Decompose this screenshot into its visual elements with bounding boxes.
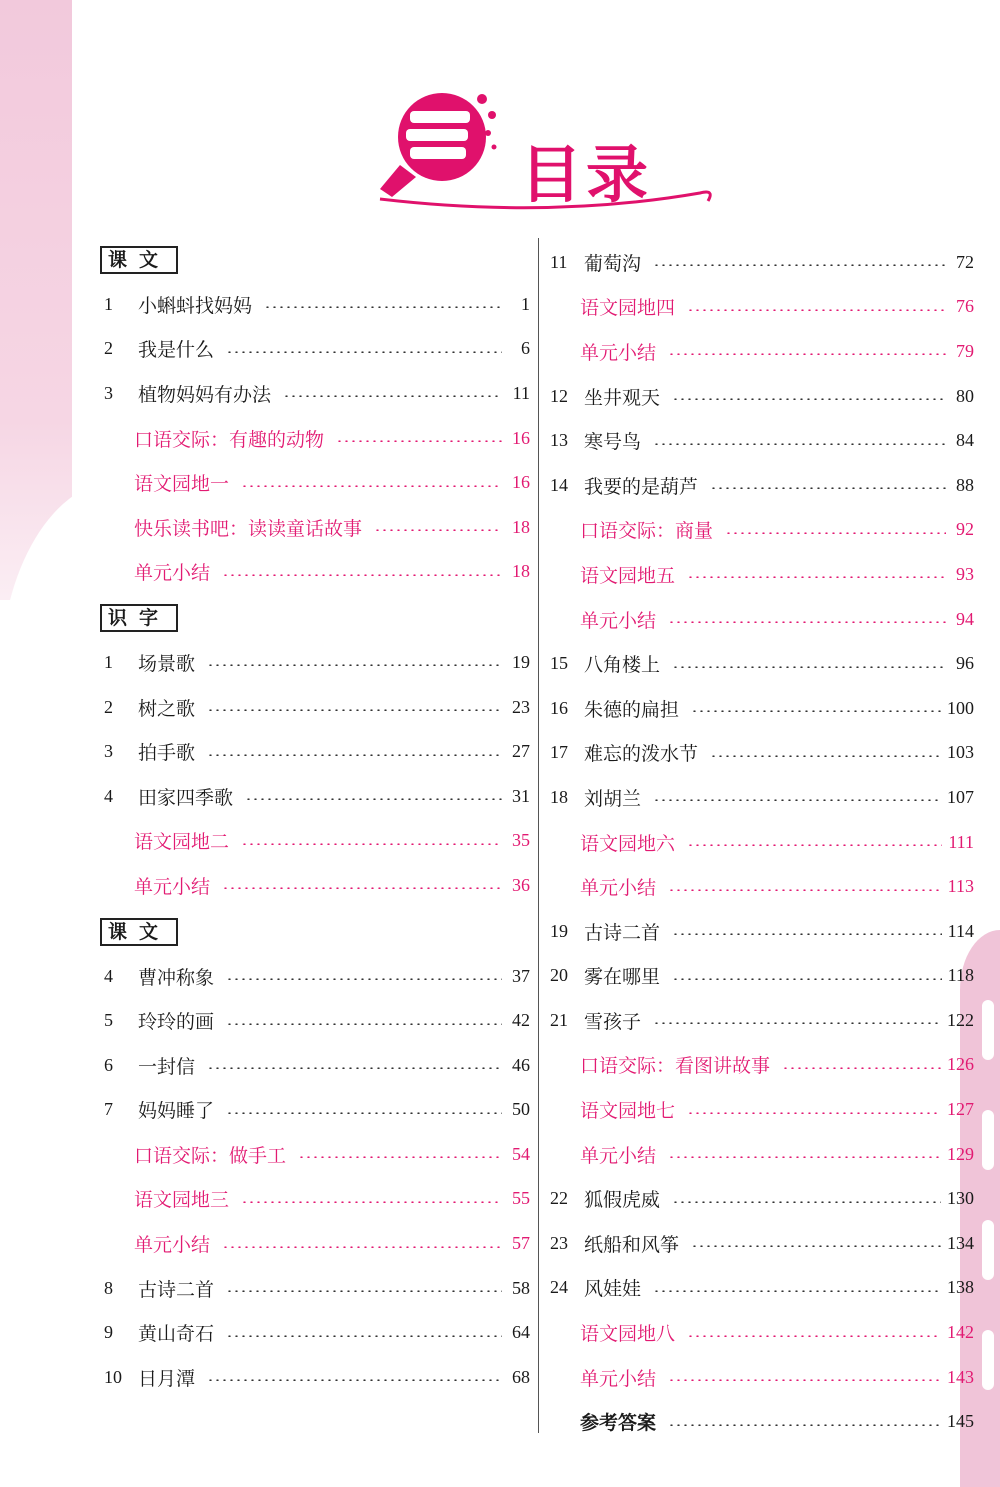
entry-title: 朱德的扁担 <box>584 698 680 721</box>
dot-leader <box>668 1379 941 1381</box>
entry-title: 单元小结 <box>580 1367 657 1390</box>
column-divider <box>538 238 539 1433</box>
entry-title: 葡萄沟 <box>584 252 642 275</box>
entry-page-number: 18 <box>512 516 530 537</box>
toc-entry <box>546 374 974 419</box>
entry-title: 语文园地一 <box>134 473 230 496</box>
entry-number: 22 <box>550 1188 568 1209</box>
entry-number: 4 <box>104 965 113 986</box>
toc-entry <box>546 285 974 330</box>
entry-page-number: 84 <box>956 430 974 451</box>
dot-leader <box>710 755 941 757</box>
entry-title: 单元小结 <box>134 875 211 898</box>
entry-number: 21 <box>550 1009 568 1030</box>
toc-entry <box>100 998 530 1043</box>
entry-number: 1 <box>104 293 113 314</box>
dot-leader <box>241 843 502 845</box>
dot-leader <box>672 978 942 980</box>
toc-entry <box>100 685 530 730</box>
entry-title: 单元小结 <box>134 562 211 585</box>
toc-entry <box>546 1132 974 1177</box>
toc-entry <box>100 1132 530 1177</box>
dot-leader <box>725 532 946 534</box>
toc-entry <box>100 819 530 864</box>
entry-title: 坐井观天 <box>584 386 661 409</box>
dot-leader <box>226 1335 502 1337</box>
toc-entry <box>100 1221 530 1266</box>
entry-page-number: 134 <box>947 1232 974 1253</box>
section-label: 课文 <box>100 246 178 274</box>
dot-leader <box>207 1379 502 1381</box>
entry-title: 狐假虎威 <box>584 1189 661 1212</box>
entry-title: 日月潭 <box>138 1367 196 1390</box>
entry-page-number: 16 <box>512 472 530 493</box>
entry-number: 9 <box>104 1322 113 1343</box>
entry-page-number: 68 <box>512 1366 530 1387</box>
dot-leader <box>226 351 502 353</box>
section-heading <box>100 596 530 640</box>
toc-entry <box>100 863 530 908</box>
entry-title: 语文园地二 <box>134 831 230 854</box>
entry-number: 3 <box>104 382 113 403</box>
toc-entry <box>546 686 974 731</box>
section-label: 课文 <box>100 918 178 946</box>
entry-title: 语文园地八 <box>580 1323 676 1346</box>
entry-title: 单元小结 <box>580 1144 657 1167</box>
entry-page-number: 127 <box>947 1099 974 1120</box>
dot-leader <box>226 978 502 980</box>
dot-leader <box>241 1201 502 1203</box>
entry-page-number: 72 <box>956 251 974 272</box>
entry-number: 10 <box>104 1366 122 1387</box>
dot-leader <box>668 621 946 623</box>
dot-leader <box>653 443 946 445</box>
entry-number: 4 <box>104 785 113 806</box>
entry-page-number: 46 <box>512 1054 530 1075</box>
dot-leader <box>687 1335 941 1337</box>
entry-page-number: 129 <box>947 1143 974 1164</box>
entry-title: 一封信 <box>138 1055 196 1078</box>
entry-page-number: 36 <box>512 874 530 895</box>
toc-entry <box>546 820 974 865</box>
toc-entry <box>546 731 974 776</box>
toc-entry <box>100 1355 530 1400</box>
entry-title: 纸船和风筝 <box>584 1233 680 1256</box>
dot-leader <box>782 1067 941 1069</box>
toc-entry <box>100 1088 530 1133</box>
dot-leader <box>672 398 946 400</box>
entry-title: 雾在哪里 <box>584 966 661 989</box>
toc-entry <box>100 1266 530 1311</box>
dot-leader <box>668 1156 941 1158</box>
entry-title: 八角楼上 <box>584 654 661 677</box>
entry-page-number: 31 <box>512 785 530 806</box>
entry-title: 参考答案 <box>580 1412 657 1435</box>
entry-title: 口语交际：商量 <box>580 520 714 543</box>
section-heading <box>100 238 530 282</box>
toc-entry <box>100 1310 530 1355</box>
toc-entry <box>100 371 530 416</box>
toc-entry <box>546 998 974 1043</box>
toc-entry <box>100 550 530 595</box>
dot-leader <box>691 710 941 712</box>
toc-left-column <box>100 238 530 1400</box>
dot-leader <box>222 574 502 576</box>
dot-leader <box>687 844 942 846</box>
dot-leader <box>222 1246 502 1248</box>
entry-number: 8 <box>104 1277 113 1298</box>
toc-entry <box>100 640 530 685</box>
entry-title: 快乐读书吧：读读童话故事 <box>134 517 363 540</box>
entry-page-number: 88 <box>956 474 974 495</box>
entry-title: 我是什么 <box>138 339 215 362</box>
entry-title: 小蝌蚪找妈妈 <box>138 294 253 317</box>
toc-entry <box>546 1087 974 1132</box>
toc-entry <box>546 1399 974 1444</box>
toc-entry <box>546 418 974 463</box>
entry-number: 19 <box>550 920 568 941</box>
entry-number: 5 <box>104 1010 113 1031</box>
toc-entry <box>546 775 974 820</box>
entry-number: 1 <box>104 651 113 672</box>
toc-entry <box>100 460 530 505</box>
dot-leader <box>264 306 502 308</box>
dot-leader <box>672 666 946 668</box>
entry-page-number: 58 <box>512 1277 530 1298</box>
entry-title: 语文园地五 <box>580 564 676 587</box>
entry-title: 植物妈妈有办法 <box>138 383 272 406</box>
dot-leader <box>653 1022 941 1024</box>
toc-entry <box>100 327 530 372</box>
toc-entry <box>546 597 974 642</box>
toc-entry <box>100 505 530 550</box>
dot-leader <box>226 1290 502 1292</box>
entry-title: 难忘的泼水节 <box>584 743 699 766</box>
entry-page-number: 103 <box>947 742 974 763</box>
entry-title: 玲玲的画 <box>138 1011 215 1034</box>
toc-entry <box>546 240 974 285</box>
entry-title: 风娃娃 <box>584 1278 642 1301</box>
entry-number: 23 <box>550 1232 568 1253</box>
entry-page-number: 18 <box>512 561 530 582</box>
toc-entry <box>100 1177 530 1222</box>
entry-page-number: 50 <box>512 1099 530 1120</box>
toc-entry <box>546 864 974 909</box>
toc-entry <box>546 463 974 508</box>
dot-leader <box>207 709 502 711</box>
entry-page-number: 23 <box>512 696 530 717</box>
dot-leader <box>710 487 946 489</box>
toc-entry <box>546 1310 974 1355</box>
entry-page-number: 100 <box>947 697 974 718</box>
toc-entry <box>546 954 974 999</box>
entry-page-number: 93 <box>956 563 974 584</box>
entry-title: 我要的是葫芦 <box>584 475 699 498</box>
entry-number: 7 <box>104 1099 113 1120</box>
entry-title: 口语交际：做手工 <box>134 1144 287 1167</box>
entry-page-number: 143 <box>947 1366 974 1387</box>
dot-leader <box>374 529 502 531</box>
section-heading <box>100 910 530 954</box>
entry-page-number: 138 <box>947 1277 974 1298</box>
toc-entry <box>546 1176 974 1221</box>
entry-number: 20 <box>550 965 568 986</box>
entry-page-number: 35 <box>512 830 530 851</box>
entry-number: 2 <box>104 338 113 359</box>
entry-page-number: 42 <box>512 1010 530 1031</box>
entry-number: 18 <box>550 786 568 807</box>
dot-leader <box>691 1245 941 1247</box>
entry-title: 寒号鸟 <box>584 431 642 454</box>
entry-page-number: 57 <box>512 1233 530 1254</box>
entry-page-number: 142 <box>947 1322 974 1343</box>
entry-page-number: 122 <box>947 1009 974 1030</box>
entry-page-number: 1 <box>521 293 530 314</box>
dot-leader <box>283 395 502 397</box>
toc-entry <box>100 954 530 999</box>
entry-title: 妈妈睡了 <box>138 1100 215 1123</box>
toc-entry <box>546 1043 974 1088</box>
dot-leader <box>222 887 502 889</box>
entry-page-number: 118 <box>947 965 974 986</box>
entry-page-number: 114 <box>947 920 974 941</box>
entry-page-number: 27 <box>512 741 530 762</box>
entry-title: 语文园地六 <box>580 832 676 855</box>
entry-title: 单元小结 <box>580 877 657 900</box>
entry-title: 树之歌 <box>138 697 196 720</box>
toc-entry <box>100 416 530 461</box>
toc-header <box>370 85 730 215</box>
dot-leader <box>241 485 502 487</box>
entry-number: 6 <box>104 1054 113 1075</box>
dot-leader <box>207 754 502 756</box>
toc-entry <box>546 329 974 374</box>
dot-leader <box>668 353 946 355</box>
entry-page-number: 145 <box>947 1411 974 1432</box>
toc-entry <box>100 774 530 819</box>
entry-title: 古诗二首 <box>584 921 661 944</box>
dot-leader <box>672 933 942 935</box>
toc-right-column <box>546 240 974 1444</box>
dot-leader <box>687 1112 941 1114</box>
entry-page-number: 19 <box>512 651 530 672</box>
entry-title: 场景歌 <box>138 652 196 675</box>
dot-leader <box>245 798 502 800</box>
toc-entry <box>546 1266 974 1311</box>
entry-number: 16 <box>550 697 568 718</box>
entry-page-number: 55 <box>512 1188 530 1209</box>
entry-page-number: 94 <box>956 608 974 629</box>
toc-entry <box>546 641 974 686</box>
entry-number: 13 <box>550 430 568 451</box>
entry-title: 田家四季歌 <box>138 786 234 809</box>
entry-number: 17 <box>550 742 568 763</box>
toc-entry <box>546 1355 974 1400</box>
entry-page-number: 130 <box>947 1188 974 1209</box>
dot-leader <box>226 1023 502 1025</box>
entry-page-number: 80 <box>956 385 974 406</box>
dot-leader <box>672 1201 941 1203</box>
dot-leader <box>687 576 946 578</box>
entry-title: 口语交际：有趣的动物 <box>134 428 325 451</box>
entry-page-number: 79 <box>956 340 974 361</box>
entry-page-number: 111 <box>948 831 974 852</box>
entry-number: 12 <box>550 385 568 406</box>
dot-leader <box>653 264 946 266</box>
entry-number: 3 <box>104 741 113 762</box>
entry-page-number: 54 <box>512 1143 530 1164</box>
dot-leader <box>668 1424 941 1426</box>
entry-title: 黄山奇石 <box>138 1323 215 1346</box>
dot-leader <box>687 309 946 311</box>
entry-page-number: 16 <box>512 427 530 448</box>
entry-title: 古诗二首 <box>138 1278 215 1301</box>
toc-entry <box>546 552 974 597</box>
entry-title: 曹冲称象 <box>138 966 215 989</box>
entry-title: 语文园地四 <box>580 297 676 320</box>
toc-entry <box>546 508 974 553</box>
entry-page-number: 6 <box>521 338 530 359</box>
toc-entry <box>546 909 974 954</box>
toc-entry <box>100 1043 530 1088</box>
entry-page-number: 76 <box>956 296 974 317</box>
entry-title: 语文园地三 <box>134 1189 230 1212</box>
entry-number: 2 <box>104 696 113 717</box>
dot-leader <box>336 440 502 442</box>
entry-number: 15 <box>550 653 568 674</box>
dot-leader <box>207 1067 502 1069</box>
dot-leader <box>653 1290 941 1292</box>
dot-leader <box>298 1156 502 1158</box>
entry-page-number: 126 <box>947 1054 974 1075</box>
entry-number: 14 <box>550 474 568 495</box>
entry-number: 11 <box>550 251 568 272</box>
entry-page-number: 96 <box>956 653 974 674</box>
entry-title: 雪孩子 <box>584 1010 642 1033</box>
entry-title: 拍手歌 <box>138 742 196 765</box>
section-label: 识字 <box>100 604 178 632</box>
toc-entry <box>100 729 530 774</box>
entry-page-number: 107 <box>947 786 974 807</box>
entry-page-number: 92 <box>956 519 974 540</box>
entry-title: 单元小结 <box>580 341 657 364</box>
entry-page-number: 113 <box>947 876 974 897</box>
entry-page-number: 64 <box>512 1322 530 1343</box>
entry-title: 单元小结 <box>134 1234 211 1257</box>
entry-title: 刘胡兰 <box>584 787 642 810</box>
title-swoosh <box>370 185 730 215</box>
dot-leader <box>207 664 502 666</box>
entry-title: 单元小结 <box>580 609 657 632</box>
page-title: 目录 <box>520 138 653 211</box>
entry-page-number: 11 <box>512 382 530 403</box>
entry-title: 口语交际：看图讲故事 <box>580 1055 771 1078</box>
toc-entry <box>100 282 530 327</box>
dot-leader <box>653 799 941 801</box>
entry-page-number: 37 <box>512 965 530 986</box>
toc-entry <box>546 1221 974 1266</box>
entry-title: 语文园地七 <box>580 1100 676 1123</box>
entry-number: 24 <box>550 1277 568 1298</box>
dot-leader <box>668 889 942 891</box>
dot-leader <box>226 1112 502 1114</box>
